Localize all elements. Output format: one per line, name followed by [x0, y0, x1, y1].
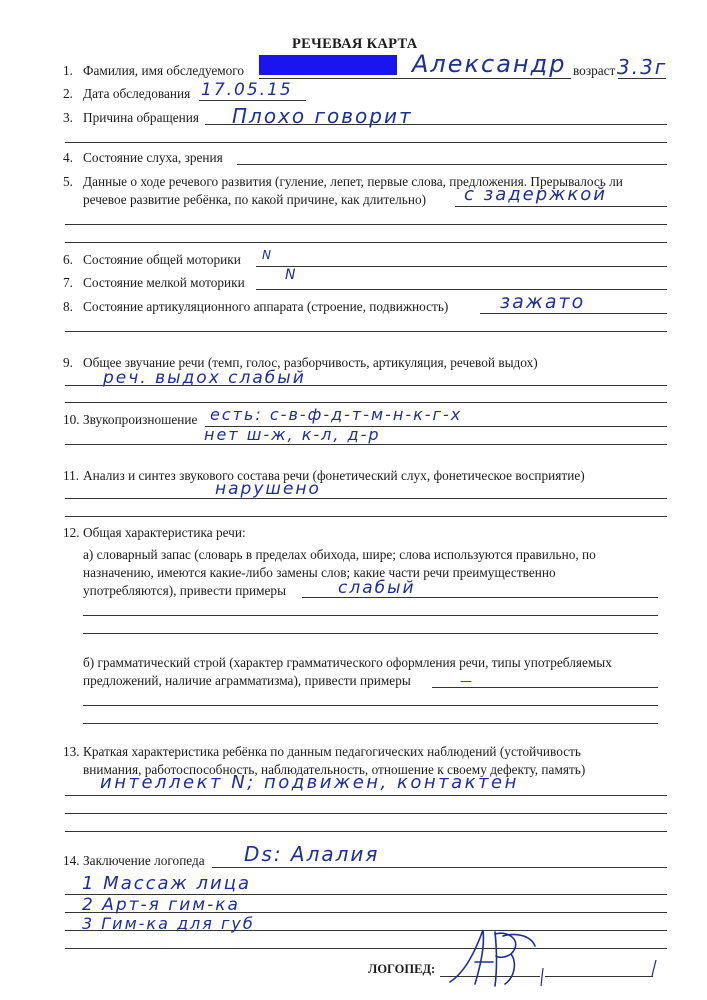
label-phonetic: Анализ и синтез звукового состава речи (фонетический слух, фонетическое восприятие)	[83, 468, 585, 483]
item-number: 4.	[63, 150, 73, 165]
label-gross-motor: Состояние общей моторики	[83, 252, 241, 267]
redacted-surname-block	[259, 55, 397, 75]
line-conclusion	[212, 867, 667, 868]
item-number: 3.	[63, 110, 73, 125]
item-number: 10.	[63, 412, 80, 427]
label-general: Общая характеристика речи:	[83, 525, 246, 540]
hw-fine-motor: N	[285, 267, 298, 283]
hw-speech-dev: с задержкой	[464, 184, 607, 205]
hw-date: 17.05.15	[201, 80, 293, 100]
hw-sound: реч. выдох слабый	[103, 368, 306, 388]
line-reason-2	[65, 142, 667, 143]
signature-tick	[648, 958, 660, 978]
line-speech-dev-2	[65, 224, 667, 225]
line-conclusion-5	[65, 948, 667, 949]
hw-age: 3.3г	[617, 55, 668, 79]
label-grammar-1: б) грамматический строй (характер грамматического оформления речи, типы употребляемых	[83, 655, 612, 670]
item-number: 13.	[63, 744, 80, 759]
label-date: Дата обследования	[83, 86, 191, 101]
label-age: возраст	[573, 63, 616, 78]
hw-pronunciation-have: есть: с-в-ф-д-т-м-н-к-г-х	[210, 405, 463, 424]
hw-reason: Плохо говорит	[232, 104, 413, 128]
label-pedagogical-1: Краткая характеристика ребёнка по данным педагогических наблюдений (устойчивость	[83, 744, 581, 759]
item-number: 6.	[63, 252, 73, 267]
line-vocab-2	[83, 615, 658, 616]
hw-phonetic: нарушено	[215, 479, 321, 499]
line-pedagogical-3	[65, 831, 667, 832]
item-number: 11.	[63, 468, 80, 483]
label-pronunciation: Звукопроизношение	[83, 412, 198, 427]
line-phonetic-2	[65, 516, 667, 517]
line-grammar-3	[83, 723, 658, 724]
hw-grammar: —	[460, 674, 474, 688]
line-vocab-3	[83, 633, 658, 634]
line-pronunciation-2	[65, 444, 667, 445]
item-number: 1.	[63, 63, 73, 78]
line-date	[199, 100, 306, 101]
page-title: РЕЧЕВАЯ КАРТА	[292, 36, 418, 52]
label-vocab-3: употребляются), привести примеры	[83, 583, 287, 598]
hw-gross-motor: N	[262, 248, 273, 262]
item-number: 7.	[63, 275, 73, 290]
line-speech-dev-3	[65, 242, 667, 243]
line-pedagogical-2	[65, 813, 667, 814]
item-number: 5.	[63, 174, 73, 189]
line-sound	[65, 385, 667, 386]
label-hearing: Состояние слуха, зрения	[83, 150, 223, 165]
hw-diagnosis: Ds: Алалия	[244, 842, 380, 866]
label-speech-dev-2: речевое развитие ребёнка, по какой причине, как длительно)	[83, 192, 427, 207]
hw-name: Александр	[412, 50, 567, 78]
label-conclusion: Заключение логопеда	[83, 853, 205, 868]
item-number: 12.	[63, 525, 80, 540]
line-speech-dev	[455, 206, 667, 207]
label-name: Фамилия, имя обследуемого	[83, 63, 245, 78]
line-pedagogical	[65, 795, 667, 796]
hw-recommendation-2: 2 Арт-я гим-ка	[82, 895, 240, 915]
line-conclusion-3	[65, 912, 667, 913]
hw-recommendation-1: 1 Массаж лица	[82, 873, 251, 894]
line-articulation-2	[65, 331, 667, 332]
line-grammar-2	[83, 705, 658, 706]
label-grammar-2: предложений, наличие аграмматизма), привести примеры	[83, 673, 411, 688]
item-number: 8.	[63, 299, 73, 314]
hw-recommendation-3: 3 Гим-ка для губ	[82, 914, 255, 933]
hw-pedagogical: интеллект N; подвижен, контактен	[100, 772, 519, 793]
line-phonetic	[65, 498, 667, 499]
item-number: 9.	[63, 355, 73, 370]
item-number: 14.	[63, 853, 80, 868]
line-name	[259, 78, 571, 79]
label-reason: Причина обращения	[83, 110, 199, 125]
line-conclusion-4	[65, 930, 667, 931]
label-articulation: Состояние артикуляционного аппарата (строение, подвижность)	[83, 299, 449, 314]
line-articulation	[480, 313, 667, 314]
label-sound: Общее звучание речи (темп, голос, разборчивость, артикуляция, речевой выдох)	[83, 355, 538, 370]
label-speech-dev: Данные о ходе речевого развития (гуление, лепет, первые слова, предложения. Прерывалось ли	[83, 174, 623, 189]
line-gross-motor	[256, 266, 667, 267]
hw-pronunciation-missing: нет ш-ж, к-л, д-р	[204, 425, 381, 444]
label-logoped: ЛОГОПЕД:	[368, 962, 436, 976]
label-pedagogical-2: внимания, работоспособность, наблюдательность, отношение к своему дефекту, память)	[83, 762, 586, 777]
line-fine-motor	[256, 289, 667, 290]
line-hearing	[237, 164, 667, 165]
hw-vocab: слабый	[338, 578, 416, 598]
line-sound-2	[65, 402, 667, 403]
signature	[445, 922, 565, 992]
hw-articulation: зажато	[500, 291, 586, 313]
label-vocab-1: а) словарный запас (словарь в пределах обихода, шире; слова используются правильно, по	[83, 547, 596, 562]
item-number: 2.	[63, 86, 73, 101]
label-fine-motor: Состояние мелкой моторики	[83, 275, 245, 290]
label-vocab-2: назначению, имеются какие-либо замены слов; какие части речи преимущественно	[83, 565, 556, 580]
